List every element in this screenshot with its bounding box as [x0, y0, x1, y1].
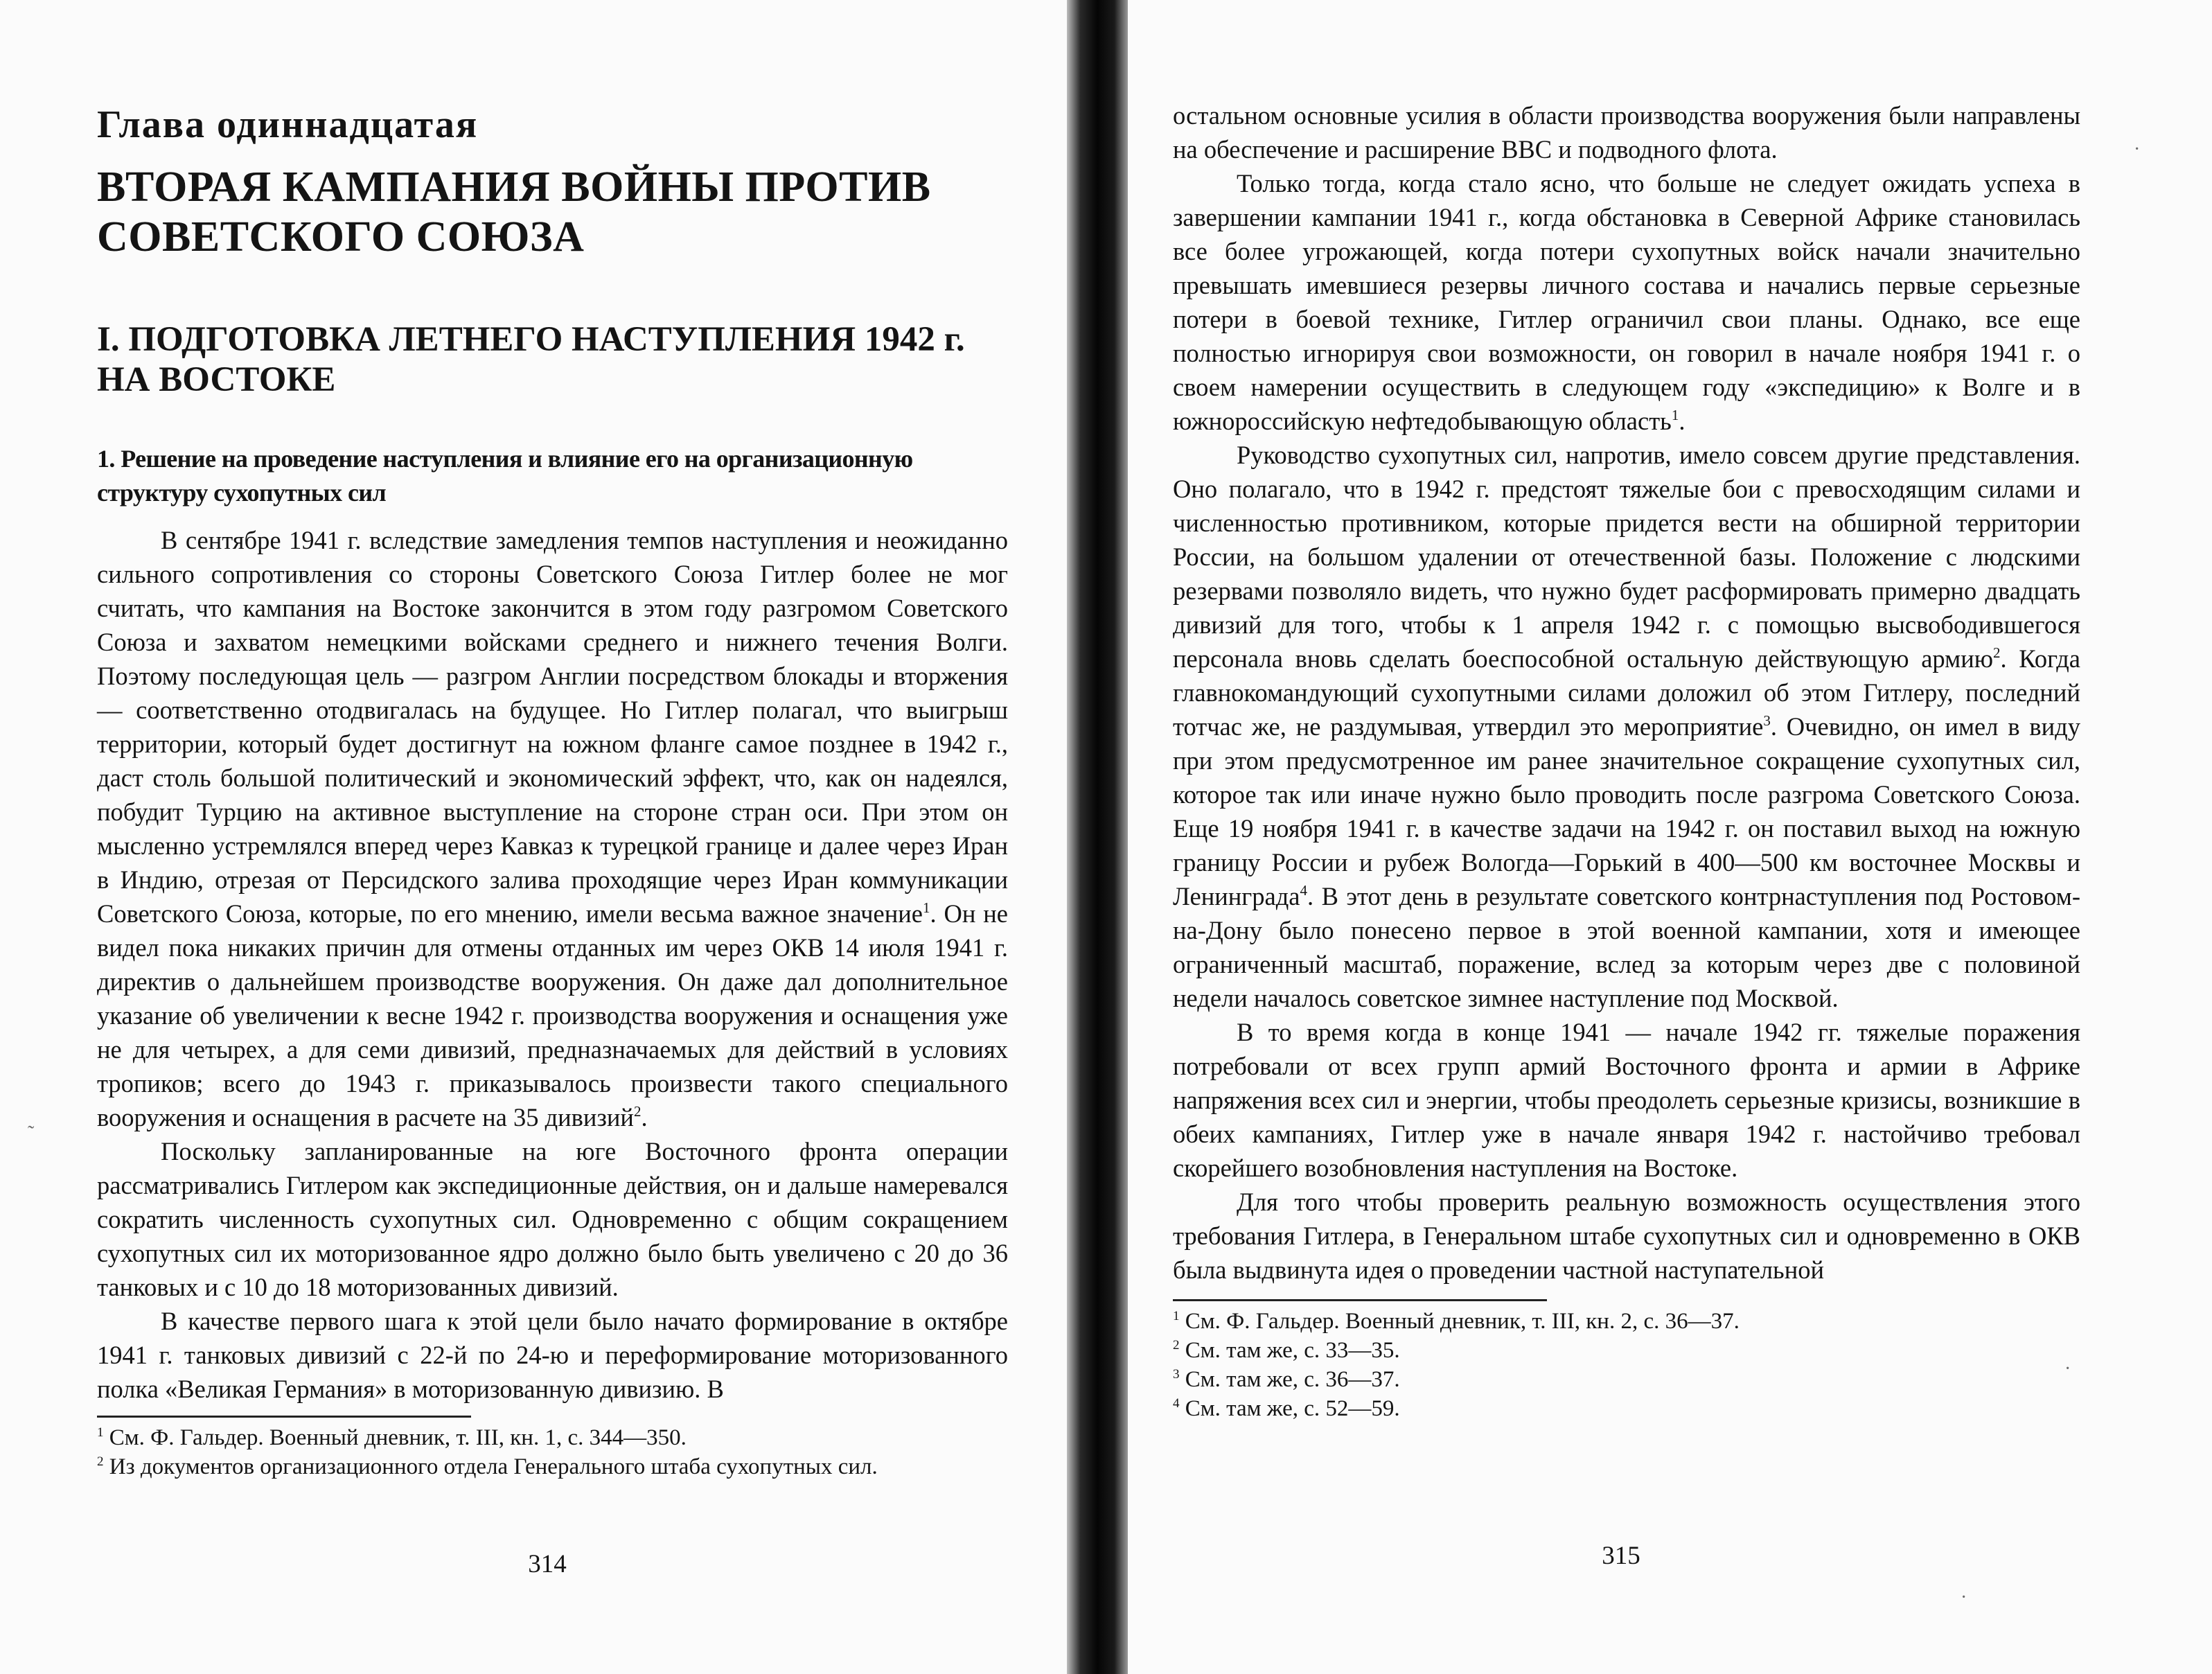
- footnote-ref-2: 2: [1993, 644, 2001, 661]
- paragraph-text: Руководство сухопутных сил, напротив, имело совсем другие представления. Оно полагало, что в 1942 г. предстоят тяжелые бои с превосходящим силами и численностью противником, которые придется вести на обширной территории России, на большом удалении от отечественной базы. Положение с людскими резервами позволяло видеть, что нужно будет расформировать примерно двадцать дивизий для того, чтобы к 1 апреля 1942 г. с помощью высвободившегося персонала вновь сделать боеспособной остальную действующую армию: [1173, 441, 2080, 673]
- footnote-ref-1: 1: [1671, 407, 1679, 423]
- scan-speck: ·: [2064, 1358, 2071, 1380]
- left-page-column: [97, 104, 1008, 1481]
- footnote: [97, 1423, 1008, 1452]
- right-paragraph-4: Для того чтобы проверить реальную возможность осуществления этого требования Гитлера, в Генеральном штабе сухопутных сил и одновременно в ОКВ была выдвинута идея о проведении частной наступательной: [1173, 1188, 2080, 1284]
- footnote-text: См. там же, с. 36—37.: [1179, 1367, 1400, 1392]
- footnote-number: 1: [1173, 1309, 1180, 1323]
- footnote: [1173, 1365, 2080, 1394]
- scan-speck: ·: [1961, 1587, 1967, 1608]
- left-paragraph-3: В качестве первого шага к этой цели было начато формирование в октябре 1941 г. танковых дивизий с 22-й по 24-ю и переформирование моторизованного полка «Великая Германия» в моторизованную дивизию. В: [97, 1307, 1008, 1404]
- paragraph-text: . Он не видел пока никаких причин для отмены отданных им через ОКВ 14 июля 1941 г. директив о дальнейшем производстве вооружения. Он даже дал дополнительное указание об увеличении к весне 1942 г. производства вооружения и оснащения уже не для четырех, а для семи дивизий, предназначаемых для действий в условиях тропиков; всего до 1943 г. приказывалось произвести такого специального вооружения и оснащения в расчете на 35 дивизий: [97, 899, 1008, 1132]
- left-paragraph-1: [97, 523, 1008, 1134]
- paragraph-text: . Очевидно, он имел в виду при этом предусмотренное им ранее значительное сокращение сухопутных сил, которое так или иначе нужно было проводить после разгрома Советского Союза. Еще 19 ноября 1941 г. в качестве задачи на 1942 г. он поставил выход на южную границу России и рубеж Вологда—Горький в 400—500 км восточнее Москвы и Ленинграда: [1173, 712, 2080, 910]
- book-gutter: [1067, 0, 1128, 1674]
- footnote: [1173, 1307, 2080, 1336]
- footnote-number: 3: [1173, 1367, 1180, 1382]
- footnote-number: 2: [1173, 1338, 1180, 1353]
- page-number-left: 314: [528, 1550, 567, 1578]
- paragraph-text: .: [641, 1103, 648, 1132]
- left-paragraph-2: Поскольку запланированные на юге Восточного фронта операции рассматривались Гитлером как экспедиционные действия, он и дальше намеревался сократить численность сухопутных сил. Одновременно с общим сокращением сухопутных сил их моторизованное ядро должно было быть увеличено с 20 до 36 танковых и с 10 до 18 моторизованных дивизий.: [97, 1137, 1008, 1302]
- footnote-divider: [1173, 1299, 1547, 1301]
- footnote-text: См. Ф. Гальдер. Военный дневник, т. III, кн. 2, с. 36—37.: [1179, 1309, 1740, 1334]
- footnote-ref-3: 3: [1763, 712, 1771, 729]
- footnote-text: См. там же, с. 33—35.: [1179, 1338, 1400, 1363]
- footnote-ref-2: 2: [633, 1103, 642, 1120]
- scan-speck: ˜: [28, 1122, 35, 1144]
- right-paragraph-1: [1173, 166, 2080, 438]
- page-number-right: 315: [1602, 1542, 1640, 1570]
- footnote: [1173, 1394, 2080, 1423]
- footnote-divider: [97, 1416, 471, 1418]
- right-paragraph-0: остальном основные усилия в области производства вооружения были направлены на обеспечение и расширение ВВС и подводного флота.: [1173, 101, 2080, 164]
- chapter-title: ВТОРАЯ КАМПАНИЯ ВОЙНЫ ПРОТИВ СОВЕТСКОГО СОЮЗА: [97, 163, 931, 261]
- footnote-text: См. Ф. Гальдер. Военный дневник, т. III, кн. 1, с. 344—350.: [103, 1425, 687, 1451]
- paragraph-text: .: [1679, 407, 1685, 435]
- footnote: [97, 1452, 1008, 1481]
- paragraph-text: В сентябре 1941 г. вследствие замедления темпов наступления и неожиданно сильного сопротивления со стороны Советского Союза Гитлер более не мог считать, что кампания на Востоке закончится в этом году разгромом Советского Союза и захватом немецкими войсками среднего и нижнего течения Волги. Поэтому последующая цель — разгром Англии посредством блокады и вторжения — соответственно отодвигалась на будущее. Но Гитлер полагал, что выигрыш территории, который будет достигнут на южном фланге самое позднее в 1942 г., даст столь большой политический и экономический эффект, что, как он надеялся, побудит Турцию на активное выступление на стороне стран оси. При этом он мысленно устремлялся вперед через Кавказ к турецкой границе и далее через Иран в Индию, отрезая от Персидского залива проходящие через Иран коммуникации Советского Союза, которые, по его мнению, имели весьма важное значение: [97, 526, 1008, 928]
- section-title: I. ПОДГОТОВКА ЛЕТНЕГО НАСТУПЛЕНИЯ 1942 г. НА ВОСТОКЕ: [97, 319, 965, 400]
- footnote-number: 1: [97, 1425, 104, 1440]
- footnote-ref-4: 4: [1300, 882, 1307, 899]
- paragraph-text: . Когда главнокомандующий сухопутными силами доложил об этом Гитлеру, последний тотчас же, не раздумывая, утвердил это мероприятие: [1173, 644, 2081, 741]
- right-paragraph-2: [1173, 438, 2080, 1015]
- footnote-number: 4: [1173, 1396, 1180, 1411]
- right-page-column: [1173, 98, 2080, 1423]
- footnote-ref-1: 1: [923, 899, 930, 917]
- scan-speck: ·: [2134, 139, 2141, 160]
- footnote-text: См. там же, с. 52—59.: [1179, 1396, 1400, 1421]
- right-paragraph-3: В то время когда в конце 1941 — начале 1942 гг. тяжелые поражения потребовали от всех групп армий Восточного фронта и армии в Африке напряжения всех сил и энергии, чтобы преодолеть серьезные кризисы, возникшие в обеих кампаниях, Гитлер уже в начале января 1942 г. настойчиво требовал скорейшего возобновления наступления на Востоке.: [1173, 1018, 2080, 1182]
- subsection-title: 1. Решение на проведение наступления и влияние его на организационную структуру сухопутных сил: [97, 444, 913, 506]
- footnote-number: 2: [97, 1454, 104, 1470]
- paragraph-text: Только тогда, когда стало ясно, что больше не следует ожидать успеха в завершении кампании 1941 г., когда обстановка в Северной Африке становилась все более угрожающей, когда потери сухопутных войск начали значительно превышать имевшиеся резервы личного состава и начались первые серьезные потери в боевой технике, Гитлер ограничил свои планы. Однако, все еще полностью игнорируя свои возможности, он говорил в начале ноября 1941 г. о своем намерении осуществить в следующем году «экспедицию» к Волге и в южнороссийскую нефтедобывающую область: [1173, 169, 2080, 435]
- footnote: [1173, 1336, 2080, 1365]
- paragraph-text: . В этот день в результате советского контрнаступления под Ростовом-на-Дону было понесено первое в этой военной кампании, хотя и имеющее ограниченный масштаб, поражение, вслед за которым через две с половиной недели началось советское зимнее наступление под Москвой.: [1173, 882, 2080, 1012]
- chapter-label: Глава одиннадцатая: [97, 103, 479, 146]
- footnote-text: Из документов организационного отдела Генерального штаба сухопутных сил.: [103, 1454, 878, 1480]
